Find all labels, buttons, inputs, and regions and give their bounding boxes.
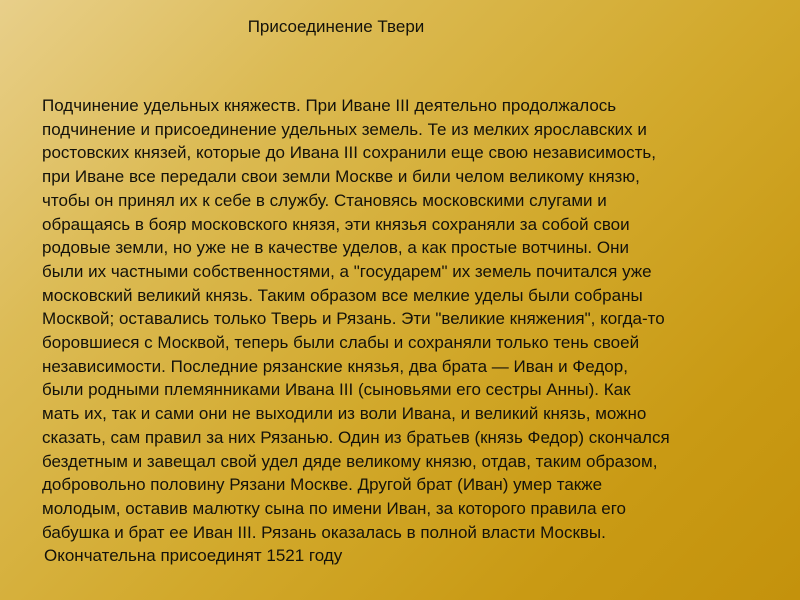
body-line: ростовских князей, которые до Ивана III сохранили еще свою независимость, (42, 143, 657, 163)
body-line: подчинение и присоединение удельных земель. Те из мелких ярославских и (42, 119, 647, 139)
body-line: молодым, оставив малютку сына по имени Иван, за которого правила его (42, 498, 626, 518)
body-line: бабушка и брат ее Иван III. Рязань оказалась в полной власти Москвы. (42, 522, 606, 542)
body-line: боровшиеся с Москвой, теперь были слабы и сохраняли только тень своей (42, 333, 640, 353)
body-line: родовые земли, но уже не в качестве уделов, а как простые вотчины. Они (42, 238, 629, 258)
body-line: сказать, сам правил за них Рязанью. Один из братьев (князь Федор) скончался (42, 427, 670, 447)
slide-body (42, 94, 778, 568)
body-line: были их частными собственностями, а "государем" их земель почитался уже (42, 261, 652, 281)
body-line-final: Окончательна присоединят 1521 году (44, 546, 343, 566)
body-line: при Иване все передали свои земли Москве и били челом великому князю, (42, 167, 640, 187)
body-line: Подчинение удельных княжеств. При Иване III деятельно продолжалось (42, 96, 617, 115)
slide-title: Присоединение Твери (247, 17, 425, 36)
body-line: добровольно половину Рязани Москве. Другой брат (Иван) умер также (42, 475, 603, 495)
body-line: бездетным и завещал свой удел дяде великому князю, отдав, таким образом, (42, 451, 658, 471)
body-line: Москвой; оставались только Тверь и Рязань. Эти "великие княжения", когда-то (42, 309, 665, 329)
body-line: независимости. Последние рязанские князья, два брата — Иван и Федор, (42, 356, 628, 376)
body-line: мать их, так и сами они не выходили из воли Ивана, и великий князь, можно (42, 404, 647, 424)
body-line: обращаясь в бояр московского князя, эти князья сохраняли за собой свои (42, 214, 630, 234)
body-line: чтобы он принял их к себе в службу. Становясь московскими слугами и (42, 190, 607, 210)
body-line: московский великий князь. Таким образом все мелкие уделы были собраны (42, 285, 643, 305)
body-line: были родными племянниками Ивана III (сыновьями его сестры Анны). Как (42, 380, 631, 400)
